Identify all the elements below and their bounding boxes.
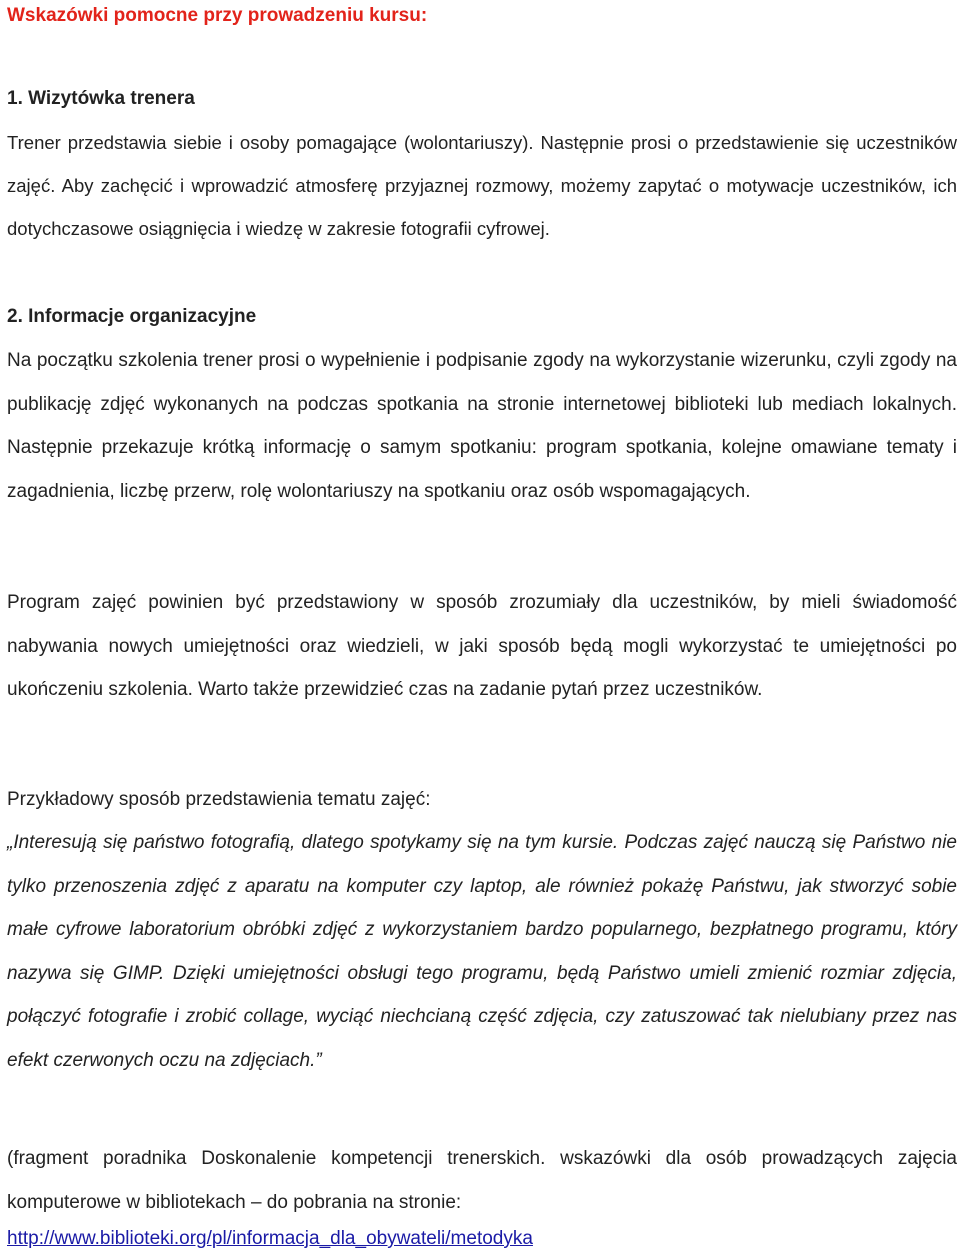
section-1-paragraph: Trener przedstawia siebie i osoby pomagające (wolontariuszy). Następnie prosi o przedstawienie się uczestników zajęć. Aby zachęcić i wprowadzić atmosferę przyjaznej rozmowy, możemy zapytać o motywacje uczestników, ich dotychczasowe osiągnięcia i wiedzę w zakresie fotografii cyfrowej. [7, 132, 957, 239]
source-note: (fragment poradnika Doskonalenie kompetencji trenerskich. wskazówki dla osób prowadzących zajęcia komputerowe w bibliotekach – do pobrania na stronie: [7, 1148, 957, 1213]
program-paragraph: Program zajęć powinien być przedstawiony w sposób zrozumiały dla uczestników, by mieli świadomość nabywania nowych umiejętności oraz wiedzieli, w jaki sposób będą mogli wykorzystać te umiejętności po ukończeniu szkolenia. Warto także przewidzieć czas na zadanie pytań przez uczestników. [7, 592, 957, 701]
example-quote: „Interesują się państwo fotografią, dlatego spotykamy się na tym kursie. Podczas zajęć nauczą się Państwo nie tylko przenoszenia zdjęć z aparatu na komputer czy laptop, ale również pokażę Państwu, jak stworzyć sobie małe cyfrowe laboratorium obróbki zdjęć z wykorzystaniem bardzo popularnego, bezpłatnego programu, który nazywa się GIMP. Dzięki umiejętności obsługi tego programu, będą Państwo umieli zmienić rozmiar zdjęcia, połączyć fotografie i zrobić collage, wyciąć niechcianą część zdjęcia, czy zatuszować tak nielubiany przez nas efekt czerwonych oczu na zdjęciach.” [7, 832, 957, 1071]
source-link[interactable]: http://www.biblioteki.org/pl/informacja_dla_obywateli/metodyka [7, 1228, 533, 1249]
example-intro: Przykładowy sposób przedstawienia tematu zajęć: [7, 789, 431, 810]
section-2-heading: 2. Informacje organizacyjne [7, 306, 257, 327]
document-title: Wskazówki pomocne przy prowadzeniu kursu: [7, 5, 428, 26]
section-2-paragraph: Na początku szkolenia trener prosi o wypełnienie i podpisanie zgody na wykorzystanie wizerunku, czyli zgody na publikację zdjęć wykonanych na podczas spotkania na stronie internetowej biblioteki lub mediach lokalnych. Następnie przekazuje krótką informację o samym spotkaniu: program spotkania, kolejne omawiane tematy i zagadnienia, liczbę przerw, rolę wolontariuszy na spotkaniu oraz osób wspomagających. [7, 350, 957, 502]
section-1-heading: 1. Wizytówka trenera [7, 88, 195, 109]
